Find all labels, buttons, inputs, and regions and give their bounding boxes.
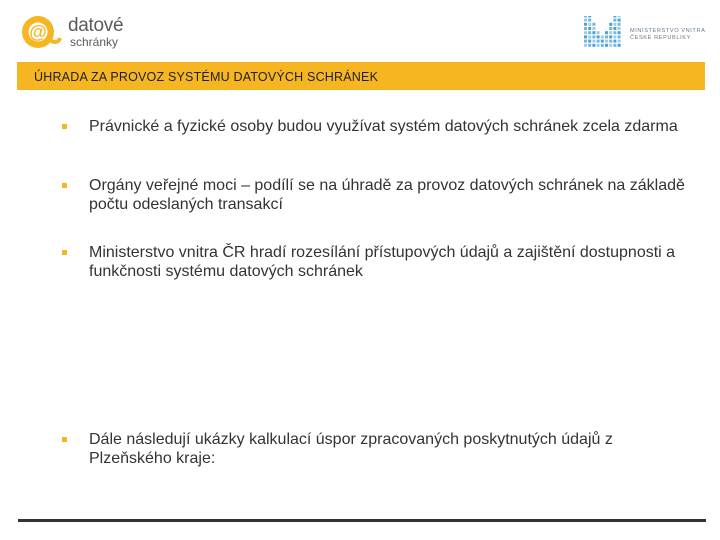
bullet-text: Dále následují ukázky kalkulací úspor zpracovaných poskytnutých údajů z Plzeňského kraje: <box>89 431 613 467</box>
bullet-text: Ministerstvo vnitra ČR hradí rozesílání přístupových údajů a zajištění dostupnosti a funkčnosti systému datových schránek <box>89 244 676 280</box>
ministry-name-line2: ČESKÉ REPUBLIKY <box>630 35 691 41</box>
bullet-marker <box>62 183 67 188</box>
bullet-marker <box>62 124 67 129</box>
ministry-logo-icon <box>582 16 628 50</box>
ministry-name-line1: MINISTERSTVO VNITRA <box>630 28 706 34</box>
datove-schranky-logo <box>18 14 138 52</box>
bottom-divider <box>18 519 706 522</box>
svg-text:@: @ <box>29 22 47 42</box>
bullet-marker <box>62 250 67 255</box>
bullet-text: Právnické a fyzické osoby budou využívat systém datových schránek zcela zdarma <box>89 118 678 135</box>
bullet-text: Orgány veřejné moci – podílí se na úhradě za provoz datových schránek na základě počtu odeslaných transakcí <box>89 177 685 213</box>
slide-title: ÚHRADA ZA PROVOZ SYSTÉMU DATOVÝCH SCHRÁNEK <box>34 70 379 84</box>
logo-text-line2: schránky <box>70 35 119 49</box>
ministry-logo <box>582 16 706 50</box>
title-bar <box>17 62 705 90</box>
at-sign-icon <box>18 14 62 50</box>
bullet-marker <box>62 437 67 442</box>
logo-text-line1: datové <box>68 15 124 36</box>
